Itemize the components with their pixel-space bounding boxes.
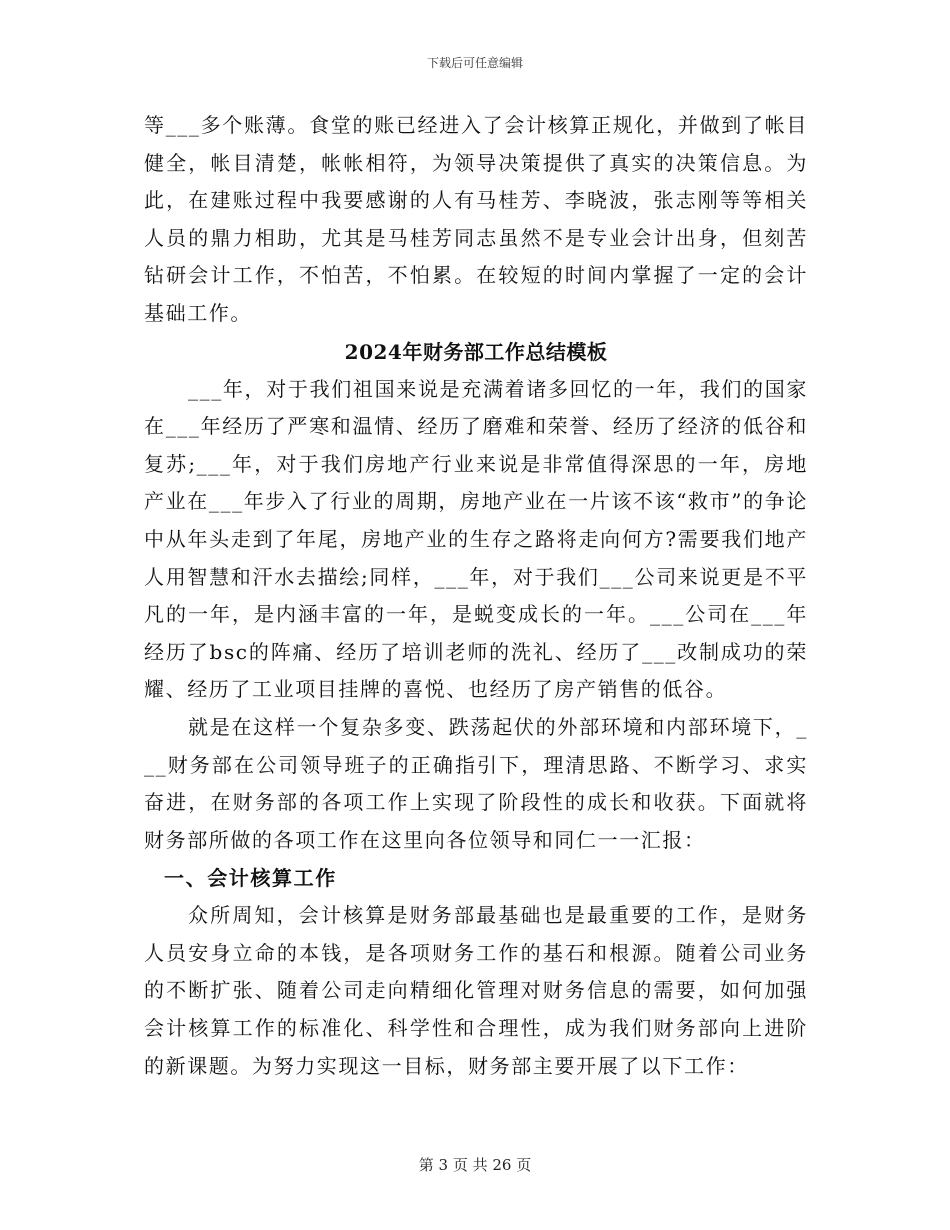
page-header-note: 下载后可任意编辑 bbox=[426, 56, 523, 70]
paragraph-accounting-work: 众所周知，会计核算是财务部最基础也是最重要的工作，是财务人员安身立命的本钱，是各项财务工作的基石和根源。随着公司业务的不断扩张、随着公司走向精细化管理对财务信息的需要，如何加强会计核算工作的标准化、科学性和合理性，成为我们财务部向上进阶的新课题。为努力实现这一目标，财务部主要开展了以下工作： bbox=[144, 903, 808, 1078]
document-title: 2024年财务部工作总结模板 bbox=[344, 339, 608, 364]
paragraph-finance-dept-intro: 就是在这样一个复杂多变、跌荡起伏的外部环境和内部环境下，___财务部在公司领导班子的正确指引下，理清思路、不断学习、求实奋进，在财务部的各项工作上实现了阶段性的成长和收获。下面就将财务部所做的各项工作在这里向各位领导和同仁一一汇报： bbox=[144, 714, 808, 852]
page-number-footer: 第 3 页 共 26 页 bbox=[418, 1156, 532, 1174]
paragraph-account-books: 等___多个账薄。食堂的账已经进入了会计核算正规化，并做到了帐目健全，帐目清楚，帐帐相符，为领导决策提供了真实的决策信息。为此，在建账过程中我要感谢的人有马桂芳、李晓波，张志刚等等相关人员的鼎力相助，尤其是马桂芳同志虽然不是专业会计出身，但刻苦钻研会计工作，不怕苦，不怕累。在较短的时间内掌握了一定的会计基础工作。 bbox=[144, 113, 808, 325]
section-heading-accounting: 一、会计核算工作 bbox=[164, 866, 337, 891]
document-body bbox=[144, 107, 808, 1085]
paragraph-year-review: ___年，对于我们祖国来说是充满着诸多回忆的一年，我们的国家在___年经历了严寒和温情、经历了磨难和荣誉、经历了经济的低谷和复苏;___年，对于我们房地产行业来说是非常值得深思的一年，房地产业在___年步入了行业的周期，房地产业在一片该不该“救市”的争论中从年头走到了年尾，房地产业的生存之路将走向何方?需要我们地产人用智慧和汗水去描绘;同样，___年，对于我们___公司来说更是不平凡的一年，是内涵丰富的一年，是蜕变成长的一年。___公司在___年经历了bsc的阵痛、经历了培训老师的洗礼、经历了___改制成功的荣耀、经历了工业项目挂牌的喜悦、也经历了房产销售的低谷。 bbox=[144, 376, 808, 702]
